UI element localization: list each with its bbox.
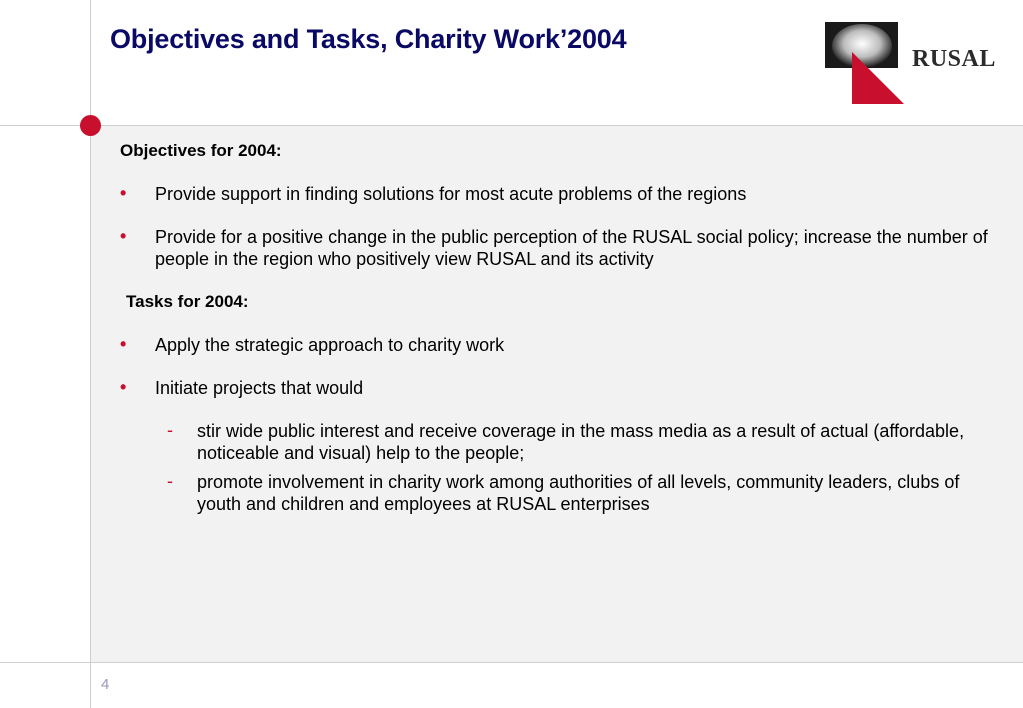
footer-divider (0, 662, 1023, 663)
objectives-heading: Objectives for 2004: (120, 141, 282, 160)
objective-text: Provide support in finding solutions for most acute problems of the regions (155, 184, 747, 204)
bullet-icon: • (120, 377, 127, 397)
slide-title: Objectives and Tasks, Charity Work’2004 (110, 24, 627, 54)
dash-icon: - (167, 420, 173, 440)
bullet-icon: • (120, 183, 127, 203)
task-sub-text: stir wide public interest and receive coverage in the mass media as a result of actual (affordable, noticeable and visual) help to the people; (197, 421, 965, 463)
header-divider (0, 125, 1023, 126)
logo-wordmark: RUSAL (912, 46, 996, 72)
bullet-icon: • (120, 334, 127, 354)
task-text: Apply the strategic approach to charity work (155, 335, 505, 355)
left-guide-line (90, 0, 91, 708)
dash-icon: - (167, 471, 173, 491)
bullet-icon: • (120, 226, 127, 246)
page-number: 4 (101, 676, 110, 693)
accent-dot (80, 115, 101, 136)
task-sub-text: promote involvement in charity work among authorities of all levels, community leaders, clubs of youth and children and employees at RUSAL enterprises (197, 472, 960, 514)
tasks-heading: Tasks for 2004: (126, 292, 249, 311)
task-text: Initiate projects that would (155, 378, 364, 398)
objective-text: Provide for a positive change in the public perception of the RUSAL social policy; increase the number of people in the region who positively view RUSAL and its activity (155, 227, 988, 269)
